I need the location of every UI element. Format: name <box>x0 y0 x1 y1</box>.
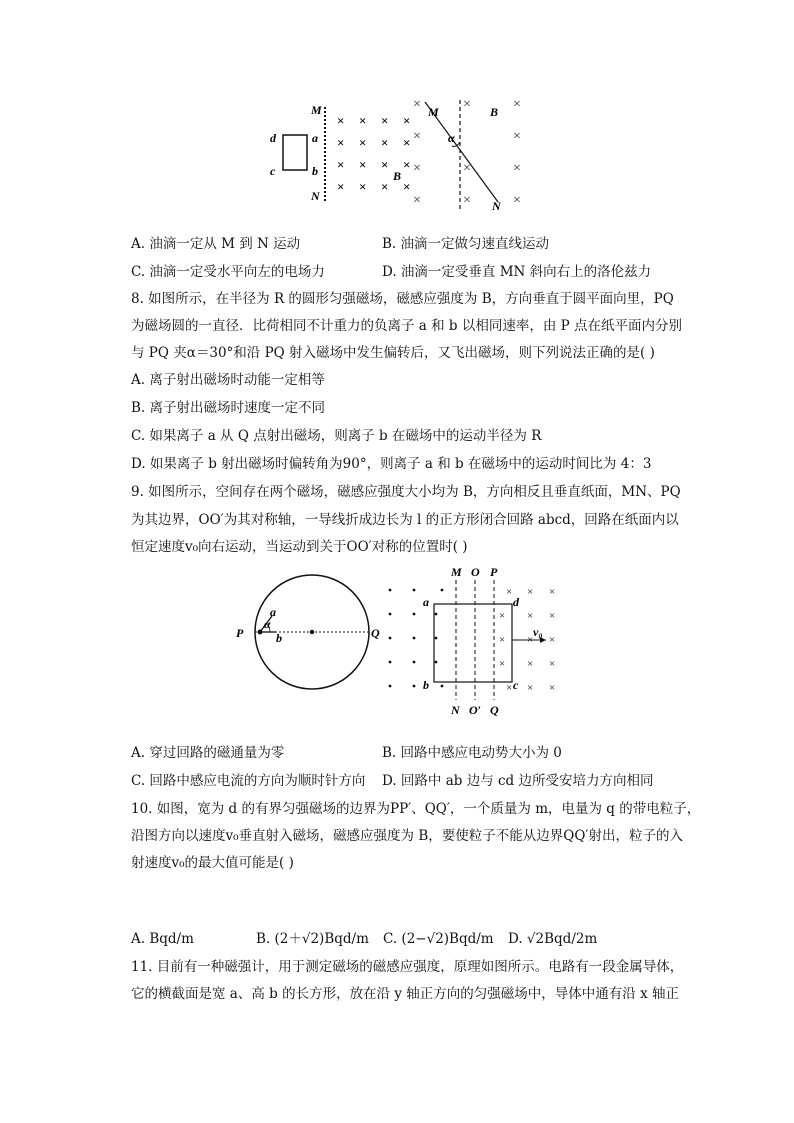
svg-text:×: × <box>549 658 556 670</box>
svg-text:×: × <box>499 658 506 670</box>
svg-text:×: × <box>381 179 389 194</box>
svg-text:×: × <box>499 634 506 646</box>
label-P: P <box>490 565 498 579</box>
label-d: d <box>513 595 519 609</box>
q11-text-line-1: 11. 目前有一种磁强计，用于测定磁场的磁感应强度，原理如图所示。电路有一段金属导体， <box>131 959 684 975</box>
svg-text:×: × <box>527 586 534 598</box>
label-d: d <box>270 131 276 145</box>
svg-text:×: × <box>513 161 521 176</box>
q10-option-b: B. (2＋√2)Bqd/m <box>256 931 369 947</box>
svg-text:×: × <box>463 97 471 112</box>
label-O: O <box>471 565 480 579</box>
q9-text-line-1: 9. 如图所示，空间存在两个磁场，磁感应强度大小均为 B，方向相反且垂直纸面，MN、PQ <box>131 484 681 500</box>
label-ion-a: a <box>270 605 276 619</box>
svg-text:×: × <box>403 113 411 128</box>
q9-option-a: A. 穿过回路的磁通量为零 <box>131 745 285 761</box>
q10-option-c: C. (2−√2)Bqd/m <box>383 931 494 947</box>
q8-text-line-3: 与 PQ 夹α＝30°和沿 PQ 射入磁场中发生偏转后，又飞出磁场，则下列说法正确的是( ) <box>131 345 655 361</box>
label-v0: v₀ <box>533 625 543 639</box>
center-dot <box>310 630 314 634</box>
label-ion-b: b <box>276 631 282 645</box>
label-Q: Q <box>371 626 380 640</box>
q8-text-line-2: 为磁场圆的一直径．比荷相同不计重力的负离子 a 和 b 以相同速率，由 P 点在纸平面内分别 <box>131 318 683 334</box>
label-M: M <box>451 565 462 579</box>
svg-text:×: × <box>337 113 345 128</box>
svg-text:×: × <box>403 157 411 172</box>
svg-text:×: × <box>513 193 521 208</box>
q7-option-a: A. 油滴一定从 M 到 N 运动 <box>131 236 301 252</box>
label-O-prime: O′ <box>469 703 482 717</box>
q9-option-d: D. 回路中 ab 边与 cd 边所受安培力方向相同 <box>382 773 654 789</box>
label-a: a <box>423 595 429 609</box>
q9-option-c: C. 回路中感应电流的方向为顺时针方向 <box>131 773 366 789</box>
q10-option-a: A. Bqd/m <box>131 931 194 947</box>
svg-text:×: × <box>359 135 367 150</box>
svg-text:×: × <box>506 682 513 694</box>
label-c: c <box>513 678 519 692</box>
q8-option-d: D. 如果离子 b 射出磁场时偏转角为90°，则离子 a 和 b 在磁场中的运动时间比为 4：3 <box>131 456 652 472</box>
svg-text:×: × <box>527 658 534 670</box>
svg-text:×: × <box>359 113 367 128</box>
svg-text:×: × <box>513 129 521 144</box>
svg-text:×: × <box>527 634 534 646</box>
svg-text:×: × <box>381 157 389 172</box>
svg-text:×: × <box>413 161 421 176</box>
label-N: N <box>311 189 320 203</box>
svg-text:×: × <box>359 157 367 172</box>
svg-text:×: × <box>337 179 345 194</box>
q7-option-b: B. 油滴一定做匀速直线运动 <box>382 236 550 252</box>
label-N-right: N <box>492 199 501 213</box>
label-B-left: B <box>393 169 402 183</box>
svg-text:×: × <box>499 610 506 622</box>
svg-text:×: × <box>527 610 534 622</box>
label-B-right: B <box>490 105 499 119</box>
q7-option-c: C. 油滴一定受水平向左的电场力 <box>131 264 325 280</box>
label-b: b <box>312 164 318 178</box>
label-a: a <box>312 131 318 145</box>
label-alpha-circle: α <box>264 617 271 631</box>
q10-text-line-2: 沿图方向以速度v₀垂直射入磁场，磁感应强度为 B，要使粒子不能从边界QQ′射出，粒子的入 <box>131 828 683 844</box>
svg-text:×: × <box>359 179 367 194</box>
svg-text:×: × <box>413 97 421 112</box>
svg-text:×: × <box>413 193 421 208</box>
q10-text-line-1: 10. 如图，宽为 d 的有界匀强磁场的边界为PP′、QQ′，一个质量为 m，电量为 q 的带电粒子， <box>131 801 701 817</box>
q10-text-line-3: 射速度v₀的最大值可能是( ) <box>131 855 294 871</box>
label-b: b <box>423 678 429 692</box>
figure-circular-field <box>232 566 380 696</box>
label-Q: Q <box>490 703 499 717</box>
q8-option-a: A. 离子射出磁场时动能一定相等 <box>131 372 325 388</box>
svg-text:×: × <box>513 97 521 112</box>
label-c: c <box>270 164 276 178</box>
label-M: M <box>311 103 322 117</box>
label-M-right: M <box>428 105 439 119</box>
svg-text:×: × <box>463 161 471 176</box>
label-alpha: α <box>448 131 455 145</box>
q10-option-d: D. √2Bqd/2m <box>508 931 598 947</box>
q8-text-line-1: 8. 如图所示，在半径为 R 的圆形匀强磁场，磁感应强度为 B，方向垂直于圆平面向里，PQ <box>131 291 674 307</box>
svg-text:×: × <box>337 135 345 150</box>
label-P: P <box>236 626 244 640</box>
figure-two-field-square-loop <box>382 562 572 720</box>
svg-text:×: × <box>549 634 556 646</box>
svg-text:×: × <box>337 157 345 172</box>
q9-option-b: B. 回路中感应电动势大小为 0 <box>382 745 562 761</box>
svg-text:×: × <box>527 682 534 694</box>
loop-rectangle <box>283 135 307 170</box>
svg-text:×: × <box>463 193 471 208</box>
svg-text:×: × <box>413 129 421 144</box>
q11-text-line-2: 它的横截面是宽 a、高 b 的长方形，放在沿 y 轴正方向的匀强磁场中，导体中通有沿 x 轴正 <box>131 986 679 1002</box>
svg-text:×: × <box>549 586 556 598</box>
q8-option-c: C. 如果离子 a 从 Q 点射出磁场，则离子 b 在磁场中的运动半径为 R <box>131 428 542 444</box>
figure-oil-drop-field <box>260 92 540 214</box>
q9-text-line-2: 为其边界，OO′为其对称轴，一导线折成边长为 l 的正方形闭合回路 abcd，回路在纸面内以 <box>131 512 679 528</box>
q9-text-line-3: 恒定速度v₀向右运动，当运动到关于OO′对称的位置时( ) <box>131 539 468 555</box>
svg-text:×: × <box>381 135 389 150</box>
svg-text:×: × <box>506 586 513 598</box>
svg-text:×: × <box>549 682 556 694</box>
q8-option-b: B. 离子射出磁场时速度一定不同 <box>131 400 326 416</box>
svg-text:×: × <box>403 179 411 194</box>
q7-option-d: D. 油滴一定受垂直 MN 斜向右上的洛伦兹力 <box>382 264 652 280</box>
svg-text:×: × <box>403 135 411 150</box>
svg-text:×: × <box>381 113 389 128</box>
svg-text:×: × <box>549 610 556 622</box>
label-N: N <box>451 703 460 717</box>
